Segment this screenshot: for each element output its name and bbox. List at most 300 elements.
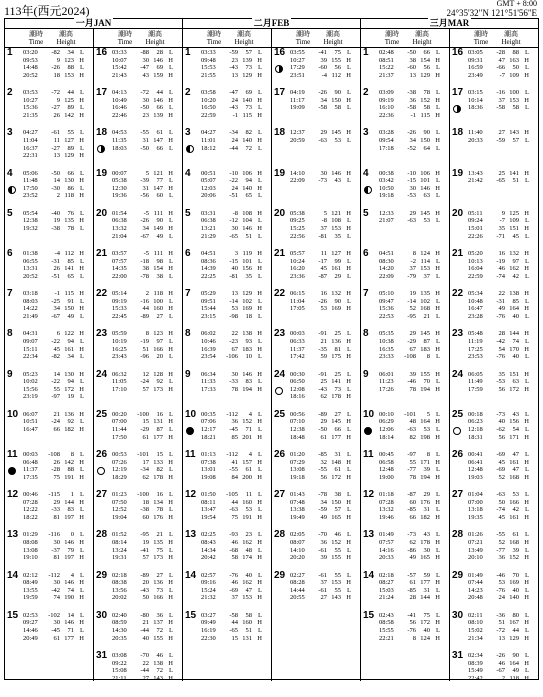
time-header <box>379 30 405 46</box>
tide-height: 178 <box>153 473 163 481</box>
tide-time: 08:27 <box>379 579 394 587</box>
tide-time: 16:37 <box>23 144 38 152</box>
tide-height: 172 <box>64 385 74 393</box>
tide-row <box>23 612 84 620</box>
tide-row <box>112 210 173 218</box>
tide-time: 05:54 <box>23 209 38 217</box>
tide-row <box>379 64 440 72</box>
tide-height: 151 <box>509 370 519 378</box>
tide-height: 111 <box>153 209 163 217</box>
day-cell <box>5 530 94 576</box>
tide-rows <box>112 89 173 119</box>
tide-type: H <box>524 345 529 353</box>
tide-time: 22:56 <box>290 232 305 240</box>
tide-time: 12:38 <box>23 217 38 225</box>
tide-type: H <box>346 224 351 232</box>
tide-height-datum: -59 <box>229 49 238 56</box>
tide-type: L <box>80 144 84 152</box>
tide-row <box>468 273 529 281</box>
tide-time: 19:09 <box>290 104 305 112</box>
tide-type: H <box>435 418 440 426</box>
tide-height-datum: -85 <box>318 451 327 458</box>
tide-type: H <box>168 56 173 64</box>
tide-height-datum: 50 <box>498 498 505 506</box>
tide-time: 03:20 <box>23 49 38 56</box>
tide-height-datum: -63 <box>407 217 416 225</box>
tide-height: 194 <box>420 385 430 393</box>
tide-type: H <box>79 152 84 160</box>
tide-height: 53 <box>512 491 519 499</box>
tide-row <box>201 290 262 298</box>
tide-height-datum: -43 <box>140 586 149 594</box>
tide-height: 177 <box>331 433 341 441</box>
time-header-zh: 潮時 <box>385 30 399 38</box>
tide-height: 86 <box>67 184 74 192</box>
tide-rows <box>23 129 84 159</box>
day-cell <box>183 209 272 255</box>
day-number: 12 <box>185 489 197 501</box>
tide-height: 53 <box>245 506 252 514</box>
tide-height-datum: -10 <box>229 169 238 177</box>
tide-row <box>290 305 351 313</box>
day-number: 18 <box>96 127 108 139</box>
tide-time: 18:16 <box>290 393 305 401</box>
tide-time: 03:27 <box>201 611 216 619</box>
height-header-zh: 潮高 <box>504 30 518 38</box>
day-cell <box>450 48 539 94</box>
tide-type: H <box>257 418 262 426</box>
tide-time: 01:29 <box>23 531 38 539</box>
tide-height-datum: 2 <box>501 674 505 682</box>
tide-height-datum: -44 <box>140 667 149 675</box>
tide-height-datum: -80 <box>140 611 149 619</box>
tide-time: 19:08 <box>201 473 216 481</box>
tide-time: 20:10 <box>468 554 483 562</box>
tide-height: 85 <box>512 297 519 305</box>
tide-time: 14:39 <box>201 265 216 273</box>
tide-type: H <box>435 370 440 378</box>
tide-row <box>112 72 173 80</box>
tide-rows <box>23 170 84 200</box>
tide-rows <box>112 129 173 152</box>
tide-row <box>290 411 351 419</box>
tide-row <box>23 459 84 467</box>
tide-row <box>23 572 84 580</box>
tide-height: 175 <box>331 353 341 361</box>
tide-type: H <box>79 305 84 313</box>
tide-time: 09:19 <box>112 297 127 305</box>
tide-type: L <box>80 272 84 280</box>
tide-time: 12:48 <box>468 466 483 474</box>
day-cell <box>94 410 183 456</box>
tide-height: 94 <box>245 177 252 185</box>
tide-height-datum: 55 <box>53 385 60 393</box>
day-number: 24 <box>274 368 286 380</box>
tide-time: 15:11 <box>23 345 38 353</box>
tide-height-datum: 38 <box>409 56 416 64</box>
tide-type: H <box>435 579 440 587</box>
tide-time: 22:00 <box>112 272 127 280</box>
tide-height: 61 <box>156 129 163 137</box>
tide-time: 03:18 <box>23 290 38 298</box>
day-number: 25 <box>452 408 464 420</box>
tide-row <box>379 474 440 482</box>
day-cell <box>183 450 272 496</box>
tide-row <box>379 170 440 178</box>
tide-height-datum: 62 <box>320 393 327 401</box>
tide-time: 01:49 <box>468 571 483 579</box>
tide-height: 90 <box>512 652 519 659</box>
tide-height: 169 <box>242 305 252 313</box>
tide-height: 169 <box>509 579 519 587</box>
tide-height-datum: -61 <box>318 546 327 554</box>
tide-row <box>468 177 529 185</box>
tide-height-datum: -15 <box>229 257 238 265</box>
tide-height: 75 <box>156 546 163 554</box>
time-header <box>201 30 227 46</box>
day-cell <box>5 88 94 134</box>
tide-type: L <box>347 257 351 265</box>
tide-rows <box>112 612 173 642</box>
tide-rows <box>23 572 84 602</box>
tide-time: 17:05 <box>290 305 305 313</box>
tide-row <box>23 250 84 258</box>
tide-time: 04:19 <box>290 89 305 97</box>
tide-time: 10:14 <box>468 96 483 104</box>
tide-height-datum: -89 <box>140 571 149 579</box>
tide-height: 144 <box>64 498 74 506</box>
tide-height: 164 <box>509 305 519 313</box>
day-cell <box>183 88 272 134</box>
tide-type: H <box>79 177 84 185</box>
tide-height-datum: 66 <box>53 425 60 433</box>
day-cell <box>94 611 183 657</box>
tide-time: 13:56 <box>112 586 127 594</box>
tide-height: 91 <box>67 297 74 305</box>
tide-type: L <box>347 272 351 280</box>
tide-height-datum: 22 <box>231 330 238 338</box>
day-number: 27 <box>452 489 464 501</box>
tide-row <box>23 514 84 522</box>
tide-row <box>290 572 351 580</box>
day-number: 14 <box>185 569 197 581</box>
day-number: 7 <box>7 288 13 300</box>
tide-height-datum: -67 <box>51 312 60 320</box>
tide-row <box>379 531 440 539</box>
tide-row <box>379 411 440 419</box>
tide-row <box>23 258 84 266</box>
tide-type: L <box>258 257 262 265</box>
tide-height-datum: -73 <box>318 177 327 185</box>
day-cell <box>5 611 94 657</box>
tide-height: 178 <box>420 538 430 546</box>
tide-height: 140 <box>242 136 252 144</box>
tide-time: 16:50 <box>201 104 216 112</box>
tide-height-datum: 54 <box>498 345 505 353</box>
tide-height: 143 <box>153 674 163 682</box>
tide-time: 02:11 <box>468 611 483 619</box>
tide-row <box>201 64 262 72</box>
day-number: 12 <box>7 489 19 501</box>
tide-row <box>468 89 529 97</box>
tide-height-datum: -77 <box>496 546 505 554</box>
tide-type: L <box>525 232 529 240</box>
tide-time: 05:38 <box>290 209 305 217</box>
tide-type: L <box>169 626 173 634</box>
tide-time: 12:37 <box>290 129 305 137</box>
tide-type: L <box>258 64 262 72</box>
tide-type: H <box>257 433 262 441</box>
tide-time: 03:42 <box>379 177 394 185</box>
tide-row <box>379 594 440 602</box>
tide-height: 172 <box>331 473 341 481</box>
tide-time: 06:05 <box>468 370 483 378</box>
tide-height: 169 <box>331 305 341 313</box>
tide-type: H <box>435 619 440 627</box>
tide-time: 06:38 <box>112 217 127 225</box>
tide-time: 00:20 <box>112 410 127 418</box>
tide-row <box>23 393 84 401</box>
tide-type: L <box>436 466 440 474</box>
tide-height-datum: 61 <box>53 634 60 642</box>
tide-height: 135 <box>420 290 430 298</box>
tide-type: L <box>436 506 440 514</box>
tide-row <box>112 371 173 379</box>
tide-height-datum: 11 <box>320 250 327 257</box>
tide-height: 47 <box>512 466 519 474</box>
tide-height: 83 <box>67 506 74 514</box>
tide-row <box>379 265 440 273</box>
tide-height-datum: 11 <box>53 136 60 144</box>
tide-height-datum: 49 <box>320 513 327 521</box>
tide-height: 40 <box>423 626 430 634</box>
tide-type: H <box>524 498 529 506</box>
tide-height: 145 <box>331 418 341 426</box>
tide-row <box>379 554 440 562</box>
tide-height: 94 <box>67 378 74 386</box>
tide-height-datum: 40 <box>498 418 505 426</box>
day-cell <box>5 370 94 416</box>
tide-time: 08:08 <box>23 538 38 546</box>
tide-height: 197 <box>64 513 74 521</box>
day-number: 5 <box>363 207 369 219</box>
month-label: 一月JAN <box>75 18 112 28</box>
height-header-en: Height <box>145 38 165 46</box>
tide-time: 23:33 <box>379 353 394 361</box>
tide-time: 00:30 <box>290 370 305 378</box>
tide-height: 87 <box>423 337 430 345</box>
tide-type: L <box>80 418 84 426</box>
tide-time: 11:04 <box>290 297 305 305</box>
tide-time: 15:53 <box>201 64 216 72</box>
tide-time: 09:07 <box>23 337 38 345</box>
day-number: 7 <box>363 288 369 300</box>
tide-height-datum: -85 <box>407 506 416 514</box>
tide-height-datum: -59 <box>496 136 505 144</box>
tide-row <box>23 491 84 499</box>
tide-time: 05:23 <box>23 370 38 378</box>
tide-time: 08:59 <box>112 619 127 627</box>
tide-time: 08:07 <box>290 538 305 546</box>
tide-time: 12:19 <box>112 466 127 474</box>
tide-height-datum: 19 <box>409 290 416 298</box>
tide-height: 130 <box>64 177 74 185</box>
tide-height: 161 <box>64 345 74 353</box>
time-header-en: Time <box>117 38 133 46</box>
tide-row <box>201 451 262 459</box>
tide-time: 11:05 <box>112 378 127 386</box>
tide-time: 06:33 <box>290 337 305 345</box>
tide-height-datum: -101 <box>404 410 416 418</box>
tide-height: 50 <box>512 64 519 72</box>
tide-row <box>290 554 351 562</box>
tide-type: L <box>347 531 351 539</box>
tide-row <box>201 499 262 507</box>
tide-rows <box>201 572 262 602</box>
day-cell <box>361 249 450 295</box>
tide-height-datum: -71 <box>496 232 505 240</box>
tide-type: H <box>257 305 262 313</box>
tide-height-datum: 16 <box>320 290 327 298</box>
tide-row <box>23 466 84 474</box>
tide-height-datum: 29 <box>53 498 60 506</box>
tide-time: 15:25 <box>290 224 305 232</box>
tide-height-datum: 24 <box>231 184 238 192</box>
tide-time: 16:20 <box>290 265 305 273</box>
tide-height: 143 <box>331 594 341 602</box>
tide-height-datum: 37 <box>231 594 238 602</box>
day-cell <box>5 571 94 617</box>
tide-row <box>290 466 351 474</box>
tide-height-datum: -74 <box>496 506 505 514</box>
tide-height: 23 <box>245 531 252 539</box>
tide-row <box>112 64 173 72</box>
tide-row <box>23 418 84 426</box>
coordinates-label: 24°35'32"N 121°51'56"E <box>446 8 537 18</box>
tide-row <box>112 353 173 361</box>
tide-time: 11:19 <box>468 337 483 345</box>
tide-rows <box>112 250 173 280</box>
tide-type: L <box>436 491 440 499</box>
tide-type: L <box>525 49 529 56</box>
tide-time: 11:37 <box>23 466 38 474</box>
tide-type: L <box>169 546 173 554</box>
tide-height-datum: 37 <box>320 224 327 232</box>
tide-height: 170 <box>509 345 519 353</box>
tide-height-datum: 9 <box>501 209 505 217</box>
tide-height-datum: 62 <box>142 473 149 481</box>
tide-row <box>201 539 262 547</box>
tide-type: H <box>168 498 173 506</box>
tide-height: 141 <box>64 265 74 273</box>
tide-type: H <box>524 674 529 682</box>
tide-type: L <box>258 297 262 305</box>
tide-type: L <box>169 378 173 386</box>
tide-height: 150 <box>420 136 430 144</box>
tide-type: L <box>169 177 173 185</box>
tide-row <box>112 539 173 547</box>
tide-row <box>23 145 84 153</box>
tide-height-datum: -60 <box>318 64 327 72</box>
tide-height-datum: 39 <box>320 554 327 562</box>
tide-type: H <box>524 538 529 546</box>
tide-type: L <box>80 611 84 619</box>
day-cell <box>94 530 183 576</box>
day-cell <box>361 370 450 416</box>
tide-row <box>468 466 529 474</box>
tide-type: L <box>80 491 84 499</box>
tide-row <box>468 474 529 482</box>
tide-type: L <box>258 451 262 458</box>
tide-height-datum: 19 <box>53 217 60 225</box>
height-header-zh: 潮高 <box>415 30 429 38</box>
day-cell <box>183 329 272 375</box>
tide-height-datum: 56 <box>498 433 505 441</box>
tide-time: 20:33 <box>468 136 483 144</box>
time-header-en: Time <box>28 38 44 46</box>
tide-height: 109 <box>509 217 519 225</box>
tide-height: 153 <box>331 224 341 232</box>
tide-rows <box>468 411 529 441</box>
tide-time: 08:28 <box>290 579 305 587</box>
tide-row <box>379 466 440 474</box>
tide-height-datum: -101 <box>137 451 149 458</box>
tide-row <box>379 572 440 580</box>
tide-type: L <box>525 104 529 112</box>
tide-height: 81 <box>334 345 341 353</box>
tide-row <box>112 635 173 643</box>
tide-row <box>290 104 351 112</box>
tide-height: 156 <box>242 265 252 273</box>
tide-height: 92 <box>67 418 74 426</box>
tide-type: L <box>347 136 351 144</box>
tide-height-datum: -69 <box>229 586 238 594</box>
tide-type: H <box>79 619 84 627</box>
tide-row <box>201 225 262 233</box>
tide-height: 74 <box>512 337 519 345</box>
tide-height-datum: -41 <box>140 546 149 554</box>
tide-height: 44 <box>512 626 519 634</box>
day-number: 4 <box>7 167 13 179</box>
tide-type: H <box>257 554 262 562</box>
tide-time: 15:01 <box>468 224 483 232</box>
tide-type: L <box>525 272 529 280</box>
day-cell <box>361 48 450 94</box>
tide-row <box>379 217 440 225</box>
tide-type: H <box>524 619 529 627</box>
tide-type: L <box>169 652 173 659</box>
tide-height-datum: 78 <box>409 385 416 393</box>
tide-height-datum: -95 <box>140 531 149 539</box>
tide-type: L <box>525 312 529 320</box>
tide-row <box>379 313 440 321</box>
tide-row <box>290 177 351 185</box>
tide-time: 05:14 <box>112 290 127 298</box>
tide-row <box>112 579 173 587</box>
tide-height: 165 <box>331 513 341 521</box>
tide-height-datum: 9 <box>56 96 60 104</box>
tide-rows <box>468 531 529 561</box>
tide-row <box>290 49 351 57</box>
tide-height: 153 <box>420 265 430 273</box>
tide-height-datum: -65 <box>229 232 238 240</box>
tide-time: 19:00 <box>379 473 394 481</box>
tide-height-datum: -100 <box>137 410 149 418</box>
tide-row <box>379 514 440 522</box>
tide-type: H <box>346 71 351 79</box>
day-number: 28 <box>96 529 108 541</box>
tide-rows <box>201 49 262 79</box>
